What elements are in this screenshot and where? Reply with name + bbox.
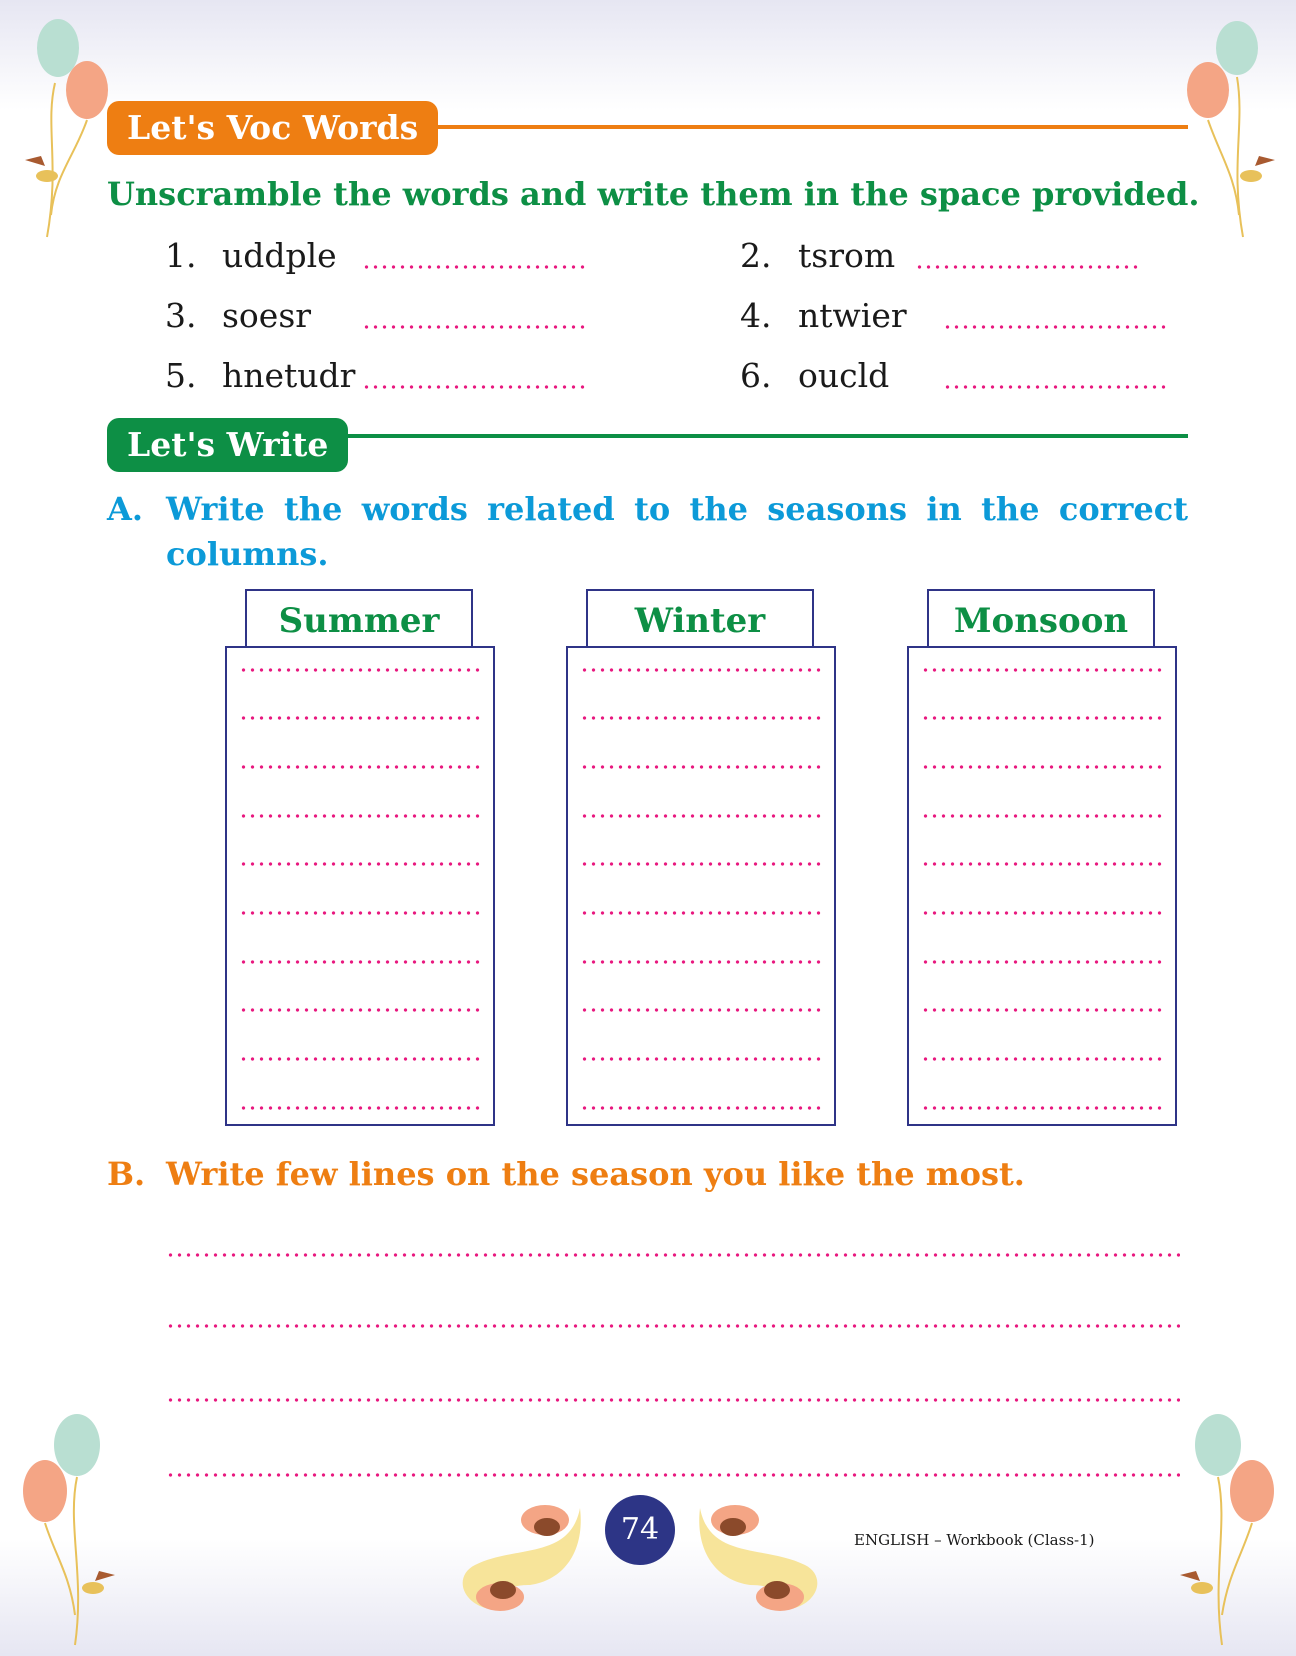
column-line[interactable]: [580, 1106, 824, 1110]
scrambled-word: oucld: [798, 356, 890, 395]
column-line[interactable]: [580, 1008, 824, 1012]
column-line[interactable]: [239, 765, 483, 769]
scrambled-word: soesr: [222, 296, 312, 335]
column-box-summer[interactable]: [225, 646, 495, 1126]
answer-blank-3[interactable]: [362, 325, 587, 329]
column-line[interactable]: [921, 911, 1165, 915]
column-line[interactable]: [239, 814, 483, 818]
column-line[interactable]: [921, 716, 1165, 720]
question-a-text-line1: Write the words related to the seasons in the correct: [166, 490, 1188, 528]
column-line[interactable]: [580, 1057, 824, 1061]
column-line[interactable]: [921, 862, 1165, 866]
column-line[interactable]: [580, 960, 824, 964]
item-number: 1.: [165, 236, 197, 275]
scrambled-word: hnetudr: [222, 356, 356, 395]
column-line[interactable]: [921, 765, 1165, 769]
column-line[interactable]: [580, 716, 824, 720]
scrambled-word: tsrom: [798, 236, 896, 275]
balloons-bottom-left-decoration: [15, 1405, 125, 1650]
item-number: 5.: [165, 356, 197, 395]
column-line[interactable]: [580, 911, 824, 915]
item-number: 3.: [165, 296, 197, 335]
writing-line-1[interactable]: [166, 1253, 1180, 1257]
column-line[interactable]: [921, 1008, 1165, 1012]
birds-ribbon-left-decoration: [455, 1490, 585, 1615]
scrambled-word: ntwier: [798, 296, 907, 335]
column-line[interactable]: [580, 765, 824, 769]
question-a-label: A.: [107, 490, 143, 528]
column-line[interactable]: [921, 814, 1165, 818]
question-b-text: Write few lines on the season you like the most.: [166, 1155, 1025, 1193]
column-line[interactable]: [921, 668, 1165, 672]
vocab-banner: Let's Voc Words: [107, 101, 438, 155]
item-number: 2.: [740, 236, 772, 275]
write-banner-rule: [320, 434, 1188, 438]
vocab-banner-rule: [430, 125, 1188, 129]
book-title-footer: ENGLISH – Workbook (Class-1): [854, 1531, 1095, 1549]
column-line[interactable]: [239, 960, 483, 964]
question-a-text-line2: columns.: [166, 535, 329, 573]
item-number: 4.: [740, 296, 772, 335]
column-line[interactable]: [239, 1106, 483, 1110]
birds-ribbon-right-decoration: [695, 1490, 825, 1615]
column-line[interactable]: [921, 1057, 1165, 1061]
answer-blank-5[interactable]: [362, 385, 587, 389]
writing-line-3[interactable]: [166, 1398, 1180, 1402]
column-line[interactable]: [921, 960, 1165, 964]
vocab-instruction: Unscramble the words and write them in the space provided.: [107, 175, 1200, 213]
write-banner: Let's Write: [107, 418, 348, 472]
column-header-winter: Winter: [586, 589, 814, 647]
column-line[interactable]: [580, 814, 824, 818]
answer-blank-6[interactable]: [943, 385, 1168, 389]
column-header-summer: Summer: [245, 589, 473, 647]
column-line[interactable]: [239, 911, 483, 915]
column-line[interactable]: [239, 862, 483, 866]
column-header-monsoon: Monsoon: [927, 589, 1155, 647]
column-line[interactable]: [239, 668, 483, 672]
answer-blank-4[interactable]: [943, 325, 1168, 329]
column-line[interactable]: [580, 668, 824, 672]
page-number: 74: [605, 1495, 675, 1565]
column-line[interactable]: [580, 862, 824, 866]
balloons-bottom-right-decoration: [1170, 1405, 1285, 1650]
column-line[interactable]: [239, 716, 483, 720]
writing-line-2[interactable]: [166, 1324, 1180, 1328]
answer-blank-2[interactable]: [915, 265, 1140, 269]
column-line[interactable]: [921, 1106, 1165, 1110]
answer-blank-1[interactable]: [362, 265, 587, 269]
column-box-winter[interactable]: [566, 646, 836, 1126]
item-number: 6.: [740, 356, 772, 395]
question-b-label: B.: [107, 1155, 146, 1193]
column-box-monsoon[interactable]: [907, 646, 1177, 1126]
scrambled-word: uddple: [222, 236, 337, 275]
column-line[interactable]: [239, 1057, 483, 1061]
column-line[interactable]: [239, 1008, 483, 1012]
writing-line-4[interactable]: [166, 1473, 1180, 1477]
